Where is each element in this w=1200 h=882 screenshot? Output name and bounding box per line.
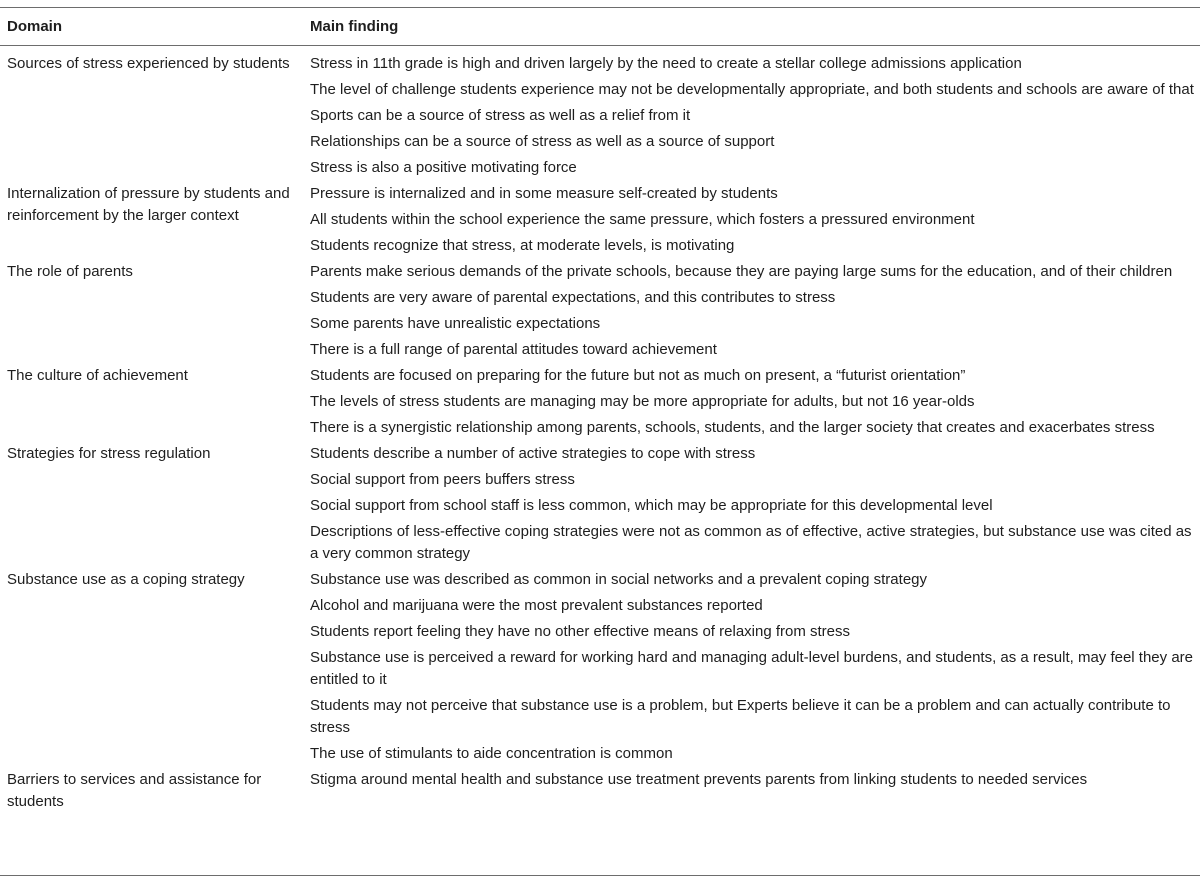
table-bottom-rule <box>0 875 1200 876</box>
finding-cell: Stigma around mental health and substance use treatment prevents parents from linking students to needed services <box>310 771 1088 788</box>
finding-cell: The level of challenge students experience may not be developmentally appropriate, and both students and schools are aware of that <box>310 81 1194 98</box>
finding-cell: Alcohol and marijuana were the most prevalent substances reported <box>310 597 763 614</box>
finding-cell: Students may not perceive that substance use is a problem, but Experts believe it can be a problem and can actually contribute to stress <box>310 697 1171 736</box>
finding-cell: All students within the school experience the same pressure, which fosters a pressured environment <box>310 211 975 228</box>
finding-cell: Students report feeling they have no other effective means of relaxing from stress <box>310 623 851 640</box>
domain-cell: The role of parents <box>7 263 133 280</box>
finding-cell: Social support from peers buffers stress <box>310 471 575 488</box>
finding-cell: Some parents have unrealistic expectations <box>310 315 601 332</box>
table-row-group <box>0 443 1200 569</box>
header-domain: Domain <box>7 18 63 35</box>
finding-cell: Stress is also a positive motivating force <box>310 159 577 176</box>
domain-cell: Barriers to services and assistance for students <box>7 771 262 810</box>
finding-cell: Pressure is internalized and in some measure self-created by students <box>310 185 778 202</box>
finding-cell: Parents make serious demands of the private schools, because they are paying large sums for the education, and of their children <box>310 263 1173 280</box>
findings-list <box>310 443 1200 569</box>
table-row-group <box>0 569 1200 769</box>
findings-list <box>310 365 1200 443</box>
table-body <box>0 53 1200 810</box>
header-bottom-rule <box>0 45 1200 46</box>
table-row-group <box>0 365 1200 443</box>
findings-list <box>310 53 1200 183</box>
finding-cell: Stress in 11th grade is high and driven largely by the need to create a stellar college admissions application <box>310 55 1022 72</box>
table-row-group <box>0 769 1200 810</box>
table-row-group <box>0 53 1200 183</box>
finding-cell: There is a synergistic relationship among parents, schools, students, and the larger society that creates and exacerbates stress <box>310 419 1155 436</box>
findings-list <box>310 261 1200 365</box>
finding-cell: Relationships can be a source of stress as well as a source of support <box>310 133 775 150</box>
finding-cell: The levels of stress students are managing may be more appropriate for adults, but not 16 year-olds <box>310 393 975 410</box>
finding-cell: The use of stimulants to aide concentration is common <box>310 745 673 762</box>
domain-cell: Sources of stress experienced by students <box>7 55 290 72</box>
findings-list <box>310 769 1200 795</box>
finding-cell: Students are very aware of parental expectations, and this contributes to stress <box>310 289 836 306</box>
finding-cell: Descriptions of less-effective coping strategies were not as common as of effective, active strategies, but substance use was cited as a very common strategy <box>310 523 1192 562</box>
finding-cell: Social support from school staff is less common, which may be appropriate for this developmental level <box>310 497 993 514</box>
finding-cell: Students describe a number of active strategies to cope with stress <box>310 445 756 462</box>
table-row-group <box>0 183 1200 261</box>
domain-cell: Internalization of pressure by students and reinforcement by the larger context <box>7 185 290 224</box>
table-header-row <box>0 16 1200 38</box>
findings-list <box>310 183 1200 261</box>
domain-cell: Strategies for stress regulation <box>7 445 211 462</box>
finding-cell: Substance use was described as common in social networks and a prevalent coping strategy <box>310 571 927 588</box>
findings-list <box>310 569 1200 769</box>
finding-cell: Substance use is perceived a reward for working hard and managing adult-level burdens, and students, as a result, may feel they are entitled to it <box>310 649 1194 688</box>
finding-cell: Students are focused on preparing for the future but not as much on present, a “futurist orientation” <box>310 367 966 384</box>
domain-cell: The culture of achievement <box>7 367 188 384</box>
finding-cell: There is a full range of parental attitudes toward achievement <box>310 341 717 358</box>
header-main-finding: Main finding <box>310 18 399 35</box>
table-top-rule <box>0 7 1200 8</box>
finding-cell: Students recognize that stress, at moderate levels, is motivating <box>310 237 735 254</box>
domain-cell: Substance use as a coping strategy <box>7 571 245 588</box>
table-row-group <box>0 261 1200 365</box>
finding-cell: Sports can be a source of stress as well as a relief from it <box>310 107 691 124</box>
